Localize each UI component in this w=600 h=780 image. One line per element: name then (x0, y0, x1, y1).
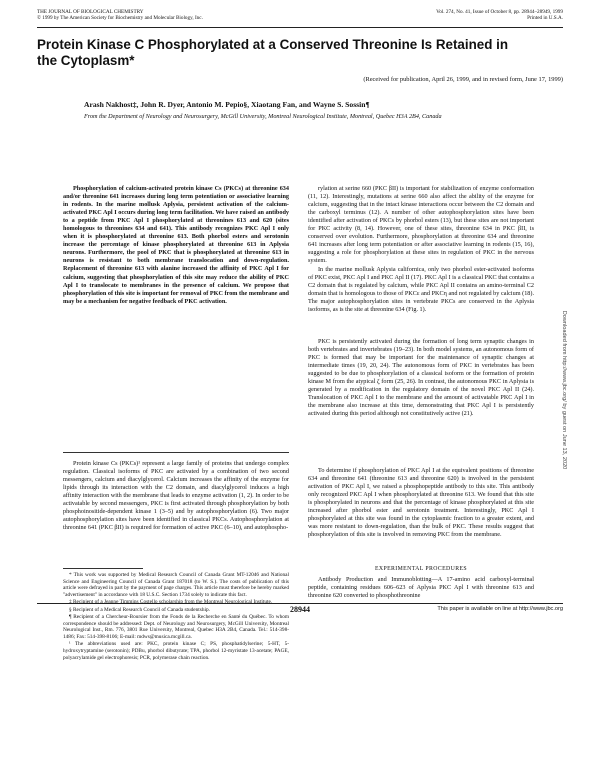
abstract-divider (63, 452, 289, 453)
volume-issue-line: Vol. 274, No. 41, Issue of October 8, pp. 28944–28949, 1999 (436, 9, 563, 15)
footnote-funding: * This work was supported by Medical Research Council of Canada Grant MT-12046 and National Science and Engineering Council of Canada Grant 187018 (to W. S.). The costs of publication of this article were defrayed in part by the payment of page charges. This article must therefore be hereby marked "advertisement" in accordance with 18 U.S.C. Section 1734 solely to indicate this fact. (63, 572, 289, 599)
footnote-author-3: § Recipient of a Medical Research Council of Canada studentship. (69, 606, 210, 613)
download-watermark (560, 200, 568, 580)
body-paragraph: In the marine mollusk Aplysia californica, only two phorbol ester-activated isoforms of PKC exist, PKC Apl I and PKC Apl II (17). PKC Apl I is a classical PKC that contains a C2 domain that is regulated by calcium, while PKC Apl II contains an amino-terminal C2 domain that is homologous to those of PKCε and PKCη and not regulated by calcium (18). The major autophosphorylation sites in vertebrate PKCs are conserved in the Aplysia isoforms, as is the site at threonine 634 (Fig. 1). (308, 266, 534, 314)
article-title: Protein Kinase C Phosphorylated at a Conserved Threonine Is Retained in the Cytoplasm* (37, 37, 509, 68)
page-number: 28944 (290, 605, 310, 614)
header-rule (37, 27, 563, 28)
footer-rule (37, 603, 563, 604)
body-paragraph: rylation at serine 660 (PKC βII) is important for stabilization of enzyme conformation (11, 12). Interestingly, mutations at serine 660 also affect the ability of the enzyme for calcium, suggesting that in the intact kinase interactions occur between the C2 domain and the carboxyl terminus (12). A number of other autophosphorylation sites have been identified after activation of PKCs by phorbol esters (13), but these sites are not important for PKC activity (8, 14). However, one of these sites, threonine 634 in PKC βII, is conserved over evolution. Furthermore, phosphorylation at threonine 634 and threonine 641 increases after long term potentiation or after associative learning in rodents (15, 16), suggesting a role for phosphorylation at these sites in regulation of PKC in the nervous system. (308, 185, 534, 265)
intro-paragraph: Protein kinase Cs (PKCs)¹ represent a large family of proteins that undergo complex regulation. Classical isoforms of PKC are activated by a combination of two second messengers, calcium and diacylglycerol. Calcium increases the affinity of the enzyme for lipids through its interaction with the C2 domain, and diacylglycerol induces a high affinity interaction with the membrane that leads to enzyme activation (1, 2). In order to be activatable by second messengers, PKC is first activated through phosphorylation by both phosphoinositide-dependent kinase 1 (3–5) and by autophosphorylation (6). Two major autophosphorylation sites have been identified in classical PKCs. Autophosphorylation at threonine 641 (PKC βII) is required for formation of active PKC (6–10), and autophospho- (63, 460, 289, 532)
journal-name: THE JOURNAL OF BIOLOGICAL CHEMISTRY (37, 9, 144, 15)
online-availability-note: This paper is available on line at http://www.jbc.org (437, 606, 563, 612)
section-heading: EXPERIMENTAL PROCEDURES (374, 566, 468, 572)
body-paragraph: PKC is persistently activated during the formation of long term synaptic changes in both vertebrates and invertebrates (19–23). In both model systems, an autonomous form of PKC is formed that may be important for the maintenance of synaptic changes at intermediate times (19, 20, 24). The autonomous form of PKC in vertebrates has been suggested to be due to phosphorylation of a classical isoform or the formation of protein kinase M from the atypical ζ form (25, 26). In contrast, the autonomous PKC in Aplysia is generated by a modification in the regulatory domain of the novel PKC Apl II (24). Translocation of PKC Apl I to the membrane and the amount of activatable PKC Apl I in the membrane also increase at this time, demonstrating that PKC Apl I is persistently activated during this period although not constitutively active (21). (308, 338, 534, 418)
printed-in-line: Printed in U.S.A. (527, 15, 563, 22)
footnote-author-1: ‡ Recipient of a Jeanne Timmins Costello scholarship from the Montreal Neurological Institute. (69, 599, 273, 606)
body-paragraph: To determine if phosphorylation of PKC Apl I at the equivalent positions of threonine 634 and threonine 641 (threonine 613 and threonine 620) is involved in the persistent activation of PKC Apl I, we raised a phosphopeptide antibody to this site. This antibody only recognized PKC Apl I when phosphorylated at threonine 613. We found that this site is phosphorylated in neurons and that the percentage of kinase phosphorylated at this site increased after phorbol ester and serotonin treatment. Interestingly, PKC Apl I phosphorylated at this site was found in the cytoplasmic fraction to a greater extent, and was more resistant to down-regulation, than the bulk of PKC. These results suggest that phosphorylation of this site is involved in removing PKC from the membrane. (308, 467, 534, 539)
footnote-abbreviations: ¹ The abbreviations used are: PKC, protein kinase C; PS, phosphatidylserine; 5-HT, 5-hydroxytryptamine (serotonin); PDBu, phorbol dibutyrate; TPA, phorbol 12-myristate 13-acetate; PAGE, polyacrylamide gel electrophoresis; PCR, polymerase chain reaction. (63, 641, 289, 661)
abstract: Phosphorylation of calcium-activated protein kinase Cs (PKCs) at threonine 634 and/or threonine 641 increases during long term potentiation or associative learning in rodents. In the marine mollusk Aplysia, persistent activation of the calcium-activated PKC Apl I occurs during long term facilitation. We have raised an antibody to a peptide from PKC Apl I phosphorylated at threonines 613 and 620 (sites homologous to threonines 634 and 641). This antibody recognizes PKC Apl I only when it is phosphorylated at threonine 613. Both phorbol esters and serotonin increase the percentage of kinase phosphorylated at threonine 613 in Aplysia neurons. Furthermore, the pool of PKC that is phosphorylated at threonine 613 in neurons is resistant to both membrane translocation and down-regulation. Replacement of threonine 613 with alanine increased the affinity of PKC Apl I for calcium, suggesting that phosphorylation of this site may reduce the ability of PKC Apl I to translocate to membranes in the presence of calcium. We propose that phosphorylation of this site is important for removal of PKC from the membrane and may be a mechanism for negative feedback of PKC activation. (63, 185, 289, 305)
journal-header (37, 9, 203, 22)
footnote-corresponding: ¶ Recipient of a Chercheur-Boursier from the Fonds de la Recherche en Santé du Québec. To whom correspondence should be addressed: Dept. of Neurology and Neurosurgery, McGill University, Montreal Neurological Inst., Rm. 776, 3801 Rue University, Montreal, Quebec H3A 2B4, Canada. Tel.: 514-398-1486; Fax: 514-398-8106; E-mail: mdws@musica.mcgill.ca. (63, 614, 289, 641)
author-affiliation: From the Department of Neurology and Neurosurgery, McGill University, Montreal Neurological Institute, Montreal, Quebec H3A 2B4, Canada (84, 113, 442, 120)
download-watermark-text: Downloaded from http://www.jbc.org/ by guest on June 13, 2020 (561, 310, 567, 470)
methods-paragraph: Antibody Production and Immunoblotting—A 17-amino acid carboxyl-terminal peptide, containing residues 606–623 of Aplysia PKC Apl I with threonine 613 and threonine 620 converted to phosphothreonine (308, 576, 534, 600)
received-dates: (Received for publication, April 26, 1999, and in revised form, June 17, 1999) (363, 76, 563, 83)
footnotes (63, 572, 289, 662)
author-list: Arash Nakhost‡, John R. Dyer, Antonio M. Pepio§, Xiaotang Fan, and Wayne S. Sossin¶ (84, 100, 370, 109)
footnote-divider (63, 568, 143, 569)
copyright-line: © 1999 by The American Society for Biochemistry and Molecular Biology, Inc. (37, 15, 203, 22)
issue-header (436, 9, 563, 22)
